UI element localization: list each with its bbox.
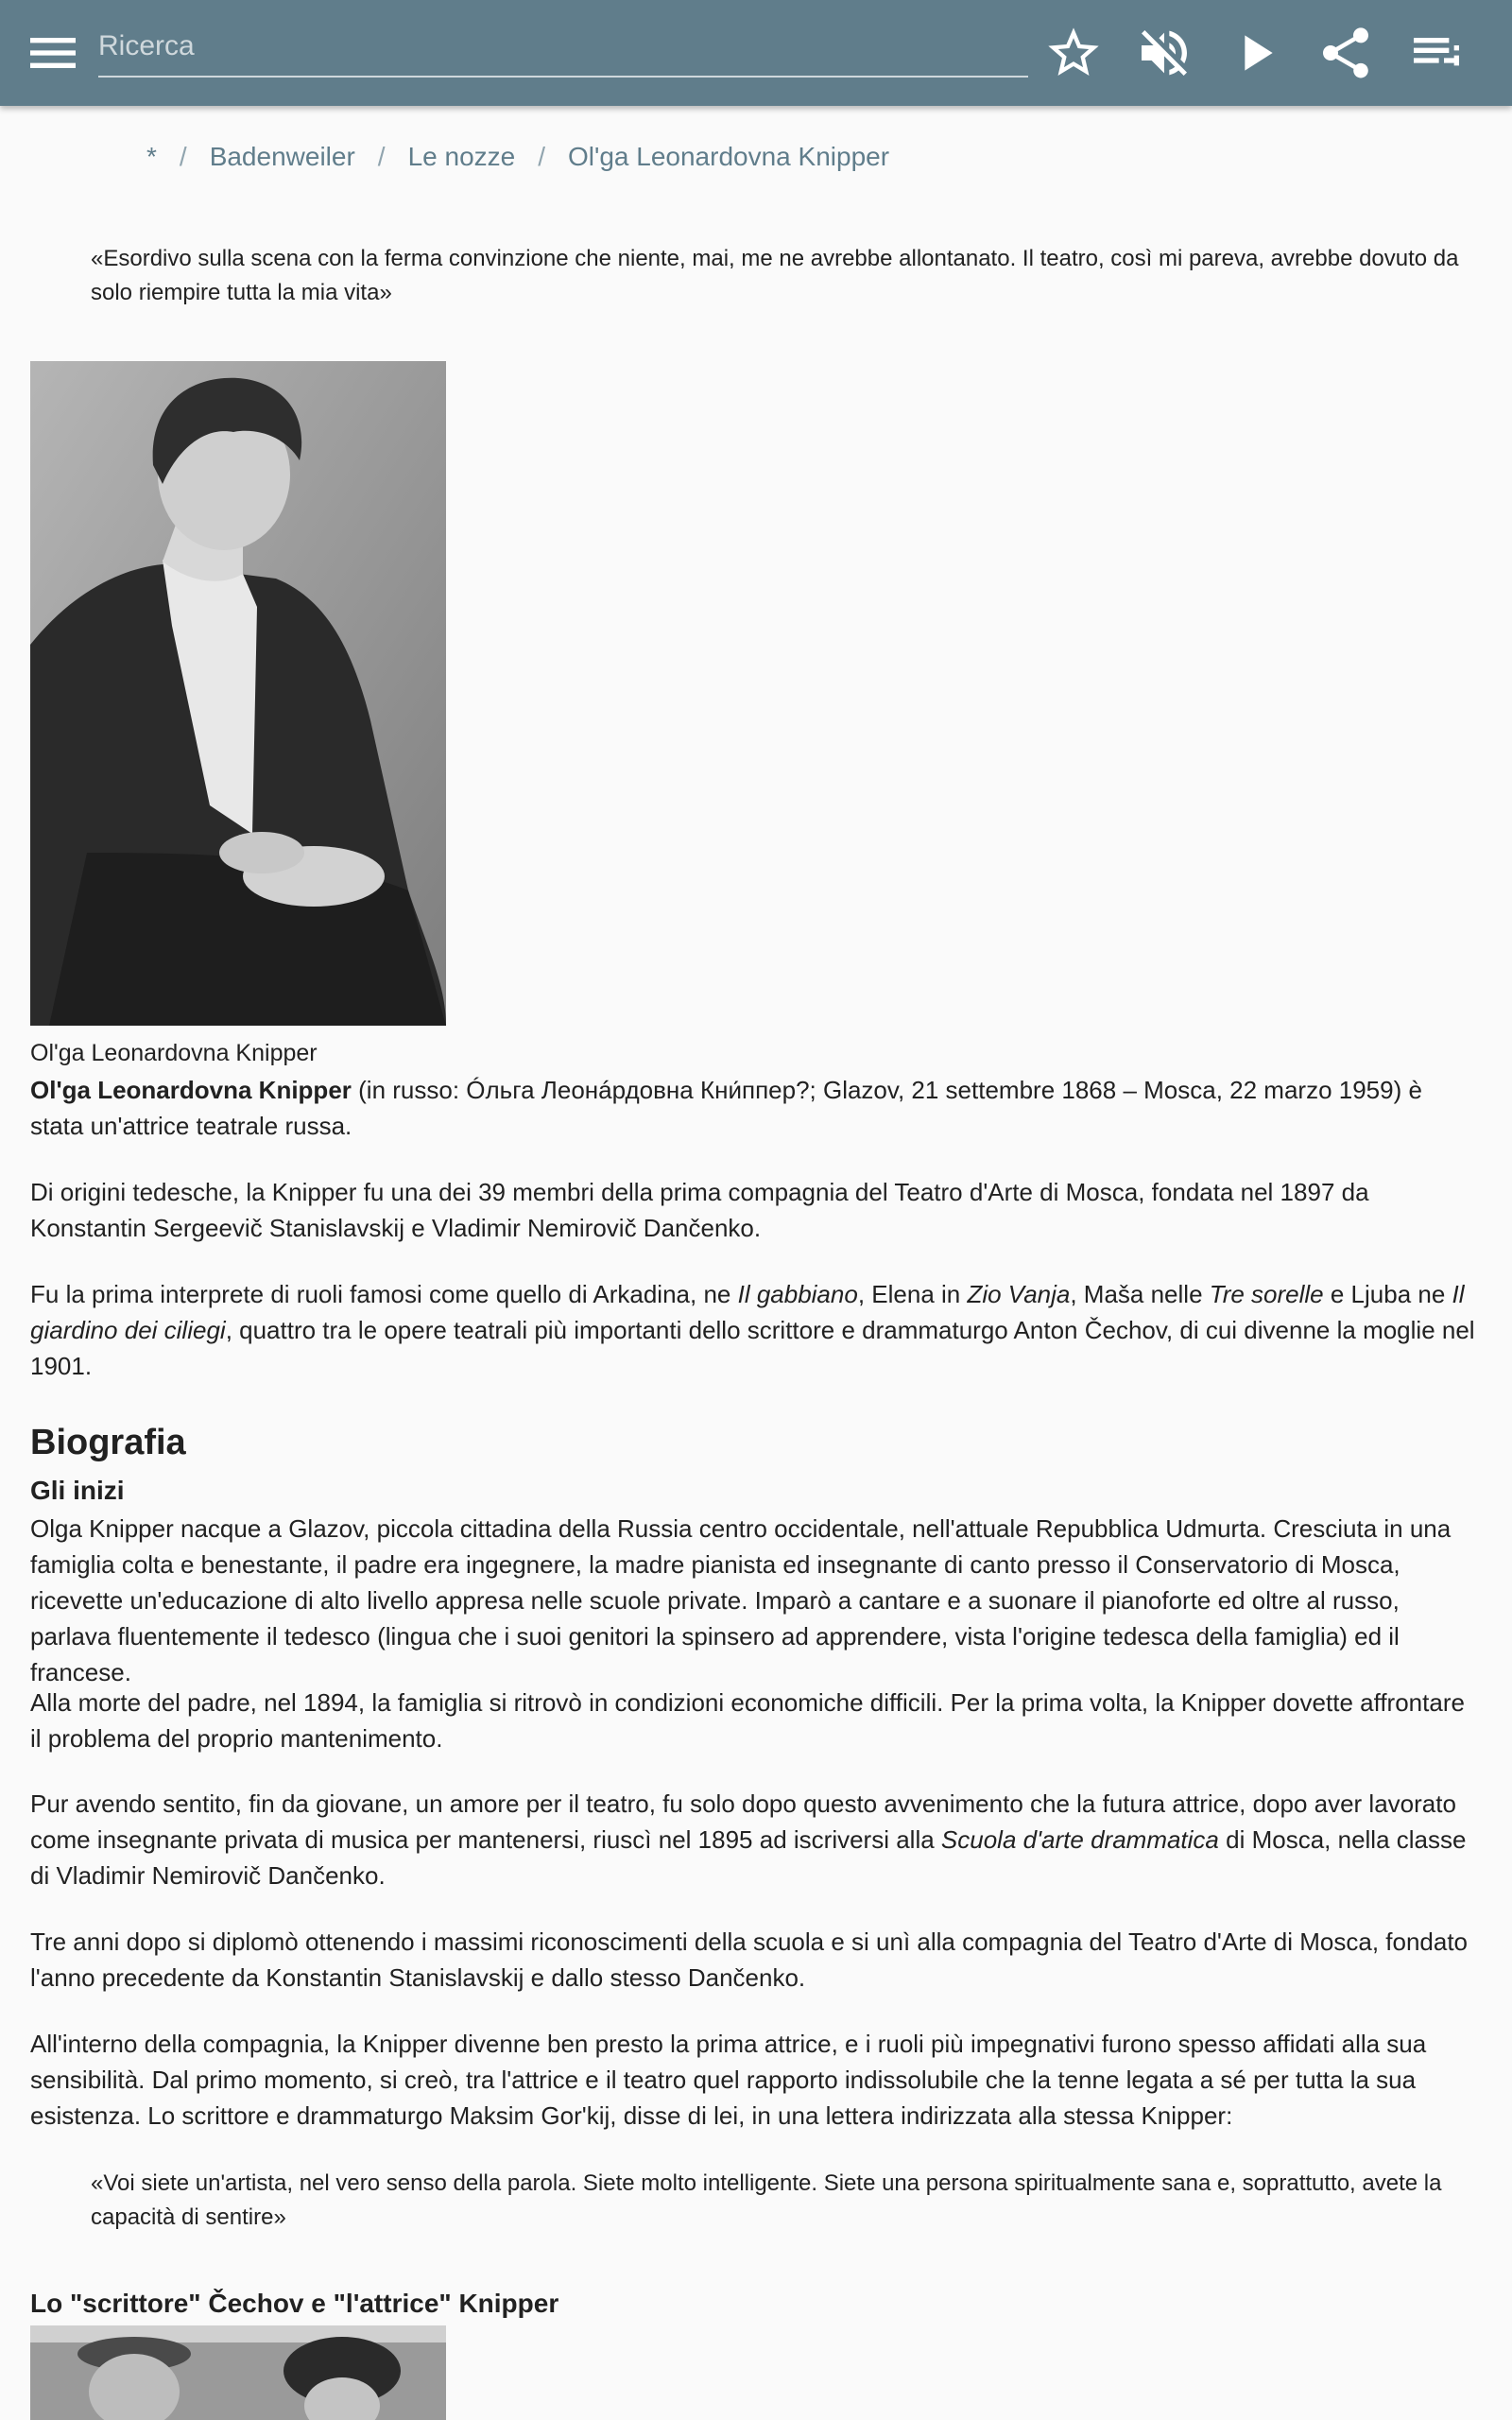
favorite-button[interactable]: [1043, 23, 1104, 83]
breadcrumb-home[interactable]: *: [146, 142, 157, 171]
quote-block-gorkij: «Voi siete un'artista, nel vero senso della parola. Siete molto intelligente. Siete una persona spiritualmente sana e, soprattutto, avete la capacità di sentire»: [91, 2170, 1442, 2230]
playlist-button[interactable]: [1406, 23, 1467, 83]
breadcrumb-item-current[interactable]: Ol'ga Leonardovna Knipper: [568, 142, 890, 171]
breadcrumb-separator: /: [377, 142, 386, 171]
text-span: e Ljuba ne: [1323, 1280, 1452, 1308]
breadcrumb: [146, 138, 889, 176]
intro-text: (in russo: Óльга Леонáрдовна Кни́ппер?; Glazov, 21 settembre 1868 – Mosca, 22 marzo 1959) è stata un'attrice teatrale russa.: [30, 1076, 1422, 1140]
breadcrumb-separator: /: [179, 142, 187, 171]
work-title: Il gabbiano: [737, 1280, 858, 1308]
play-icon: [1225, 23, 1285, 83]
quote-block: «Esordivo sulla scena con la ferma convinzione che niente, mai, me ne avrebbe allontanato. Il teatro, così mi pareva, avrebbe dovuto da solo riempire tutta la mia vita»: [91, 246, 1459, 305]
work-title: Tre sorelle: [1209, 1280, 1324, 1308]
menu-icon: [23, 23, 83, 83]
paragraph-bio-5: All'interno della compagnia, la Knipper divenne ben presto la prima attrice, e i ruoli più impegnativi furono spesso affidati alla sua sensibilità. Dal primo momento, si creò, tra l'attrice e il teatro quel rapporto indissolubile che la tenne legata a sé per tutta la sua esistenza. Lo scrittore e drammaturgo Maksim Gor'kij, disse di lei, in una lettera indirizzata alla stessa Knipper:: [30, 2030, 1427, 2130]
play-button[interactable]: [1225, 23, 1285, 83]
text-span: , Maša nelle: [1070, 1280, 1210, 1308]
mute-button[interactable]: [1134, 23, 1194, 83]
text-span: Pur avendo sentito, fin da giovane, un amore per il teatro, fu solo dopo questo avvenimento che la futura attrice, dopo aver lavorato come insegnante privata di musica per mantenersi, riuscì nel 1895 ad iscriversi alla: [30, 1789, 1456, 1854]
paragraph-origins: Di origini tedesche, la Knipper fu una dei 39 membri della prima compagnia del Teatro d'Arte di Mosca, fondata nel 1897 da Konstantin Sergeevič Stanislavskij e Vladimir Nemirovič Dančenko.: [30, 1178, 1369, 1242]
subject-name: Ol'ga Leonardovna Knipper: [30, 1076, 352, 1104]
breadcrumb-item-badenweiler[interactable]: Badenweiler: [209, 142, 355, 171]
paragraph-roles: [30, 1276, 1482, 1384]
text-span: di Mosca, nella classe di Vladimir Nemirovič Dančenko.: [30, 1825, 1467, 1890]
share-button[interactable]: [1315, 23, 1376, 83]
heading-biografia: Biografia: [30, 1423, 186, 1462]
search-input[interactable]: [98, 21, 1028, 72]
portrait-photo[interactable]: [30, 361, 446, 1026]
text-span: Fu la prima interprete di ruoli famosi come quello di Arkadina, ne: [30, 1280, 738, 1308]
breadcrumb-separator: /: [538, 142, 545, 171]
app-bar: [0, 0, 1512, 106]
star-outline-icon: [1043, 23, 1104, 83]
work-title: Zio Vanja: [967, 1280, 1071, 1308]
intro-paragraph: [30, 1072, 1482, 1144]
breadcrumb-item-le-nozze[interactable]: Le nozze: [407, 142, 516, 171]
text-span: , quattro tra le opere teatrali più importanti dello scrittore e drammaturgo Anton Čechov, di cui divenne la moglie nel 1901.: [30, 1316, 1475, 1380]
image-caption: Ol'ga Leonardovna Knipper: [30, 1040, 318, 1066]
heading-gli-inizi: Gli inizi: [30, 1476, 125, 1505]
share-icon: [1315, 23, 1376, 83]
portrait-image: [30, 361, 446, 1026]
heading-chekhov-knipper: Lo "scrittore" Čechov e "l'attrice" Knipper: [30, 2289, 559, 2318]
paragraph-bio-1: Olga Knipper nacque a Glazov, piccola cittadina della Russia centro occidentale, nell'attuale Repubblica Udmurta. Cresciuta in una famiglia colta e benestante, il padre era ingegnere, la madre pianista ed insegnante di canto presso il Conservatorio di Mosca, ricevette un'educazione di alto livello appresa nelle scuole private. Imparò a cantare e a suonare il pianoforte ed oltre al russo, parlava fluentemente il tedesco (lingua che i suoi genitori la spinsero ad apprendere, vista l'origine tedesca della famiglia) ed il francese.: [30, 1514, 1452, 1686]
school-name: Scuola d'arte drammatica: [940, 1825, 1219, 1854]
paragraph-bio-3: [30, 1786, 1482, 1893]
menu-button[interactable]: [23, 23, 83, 83]
paragraph-bio-4: Tre anni dopo si diplomò ottenendo i massimi riconoscimenti della scuola e si unì alla compagnia del Teatro d'Arte di Mosca, fondato l'anno precedente da Konstantin Stanislavskij e dallo stesso Dančenko.: [30, 1927, 1469, 1992]
search-field[interactable]: [98, 21, 1028, 78]
chekhov-knipper-photo[interactable]: [30, 2325, 446, 2420]
paragraph-bio-2: Alla morte del padre, nel 1894, la famiglia si ritrovò in condizioni economiche difficili. Per la prima volta, la Knipper dovette affrontare il problema del proprio mantenimento.: [30, 1688, 1465, 1753]
text-span: , Elena in: [857, 1280, 968, 1308]
work-title: Il giardino dei ciliegi: [30, 1280, 1465, 1344]
chekhov-knipper-image: [30, 2325, 446, 2420]
volume-off-icon: [1134, 23, 1194, 83]
playlist-icon: [1406, 23, 1467, 83]
